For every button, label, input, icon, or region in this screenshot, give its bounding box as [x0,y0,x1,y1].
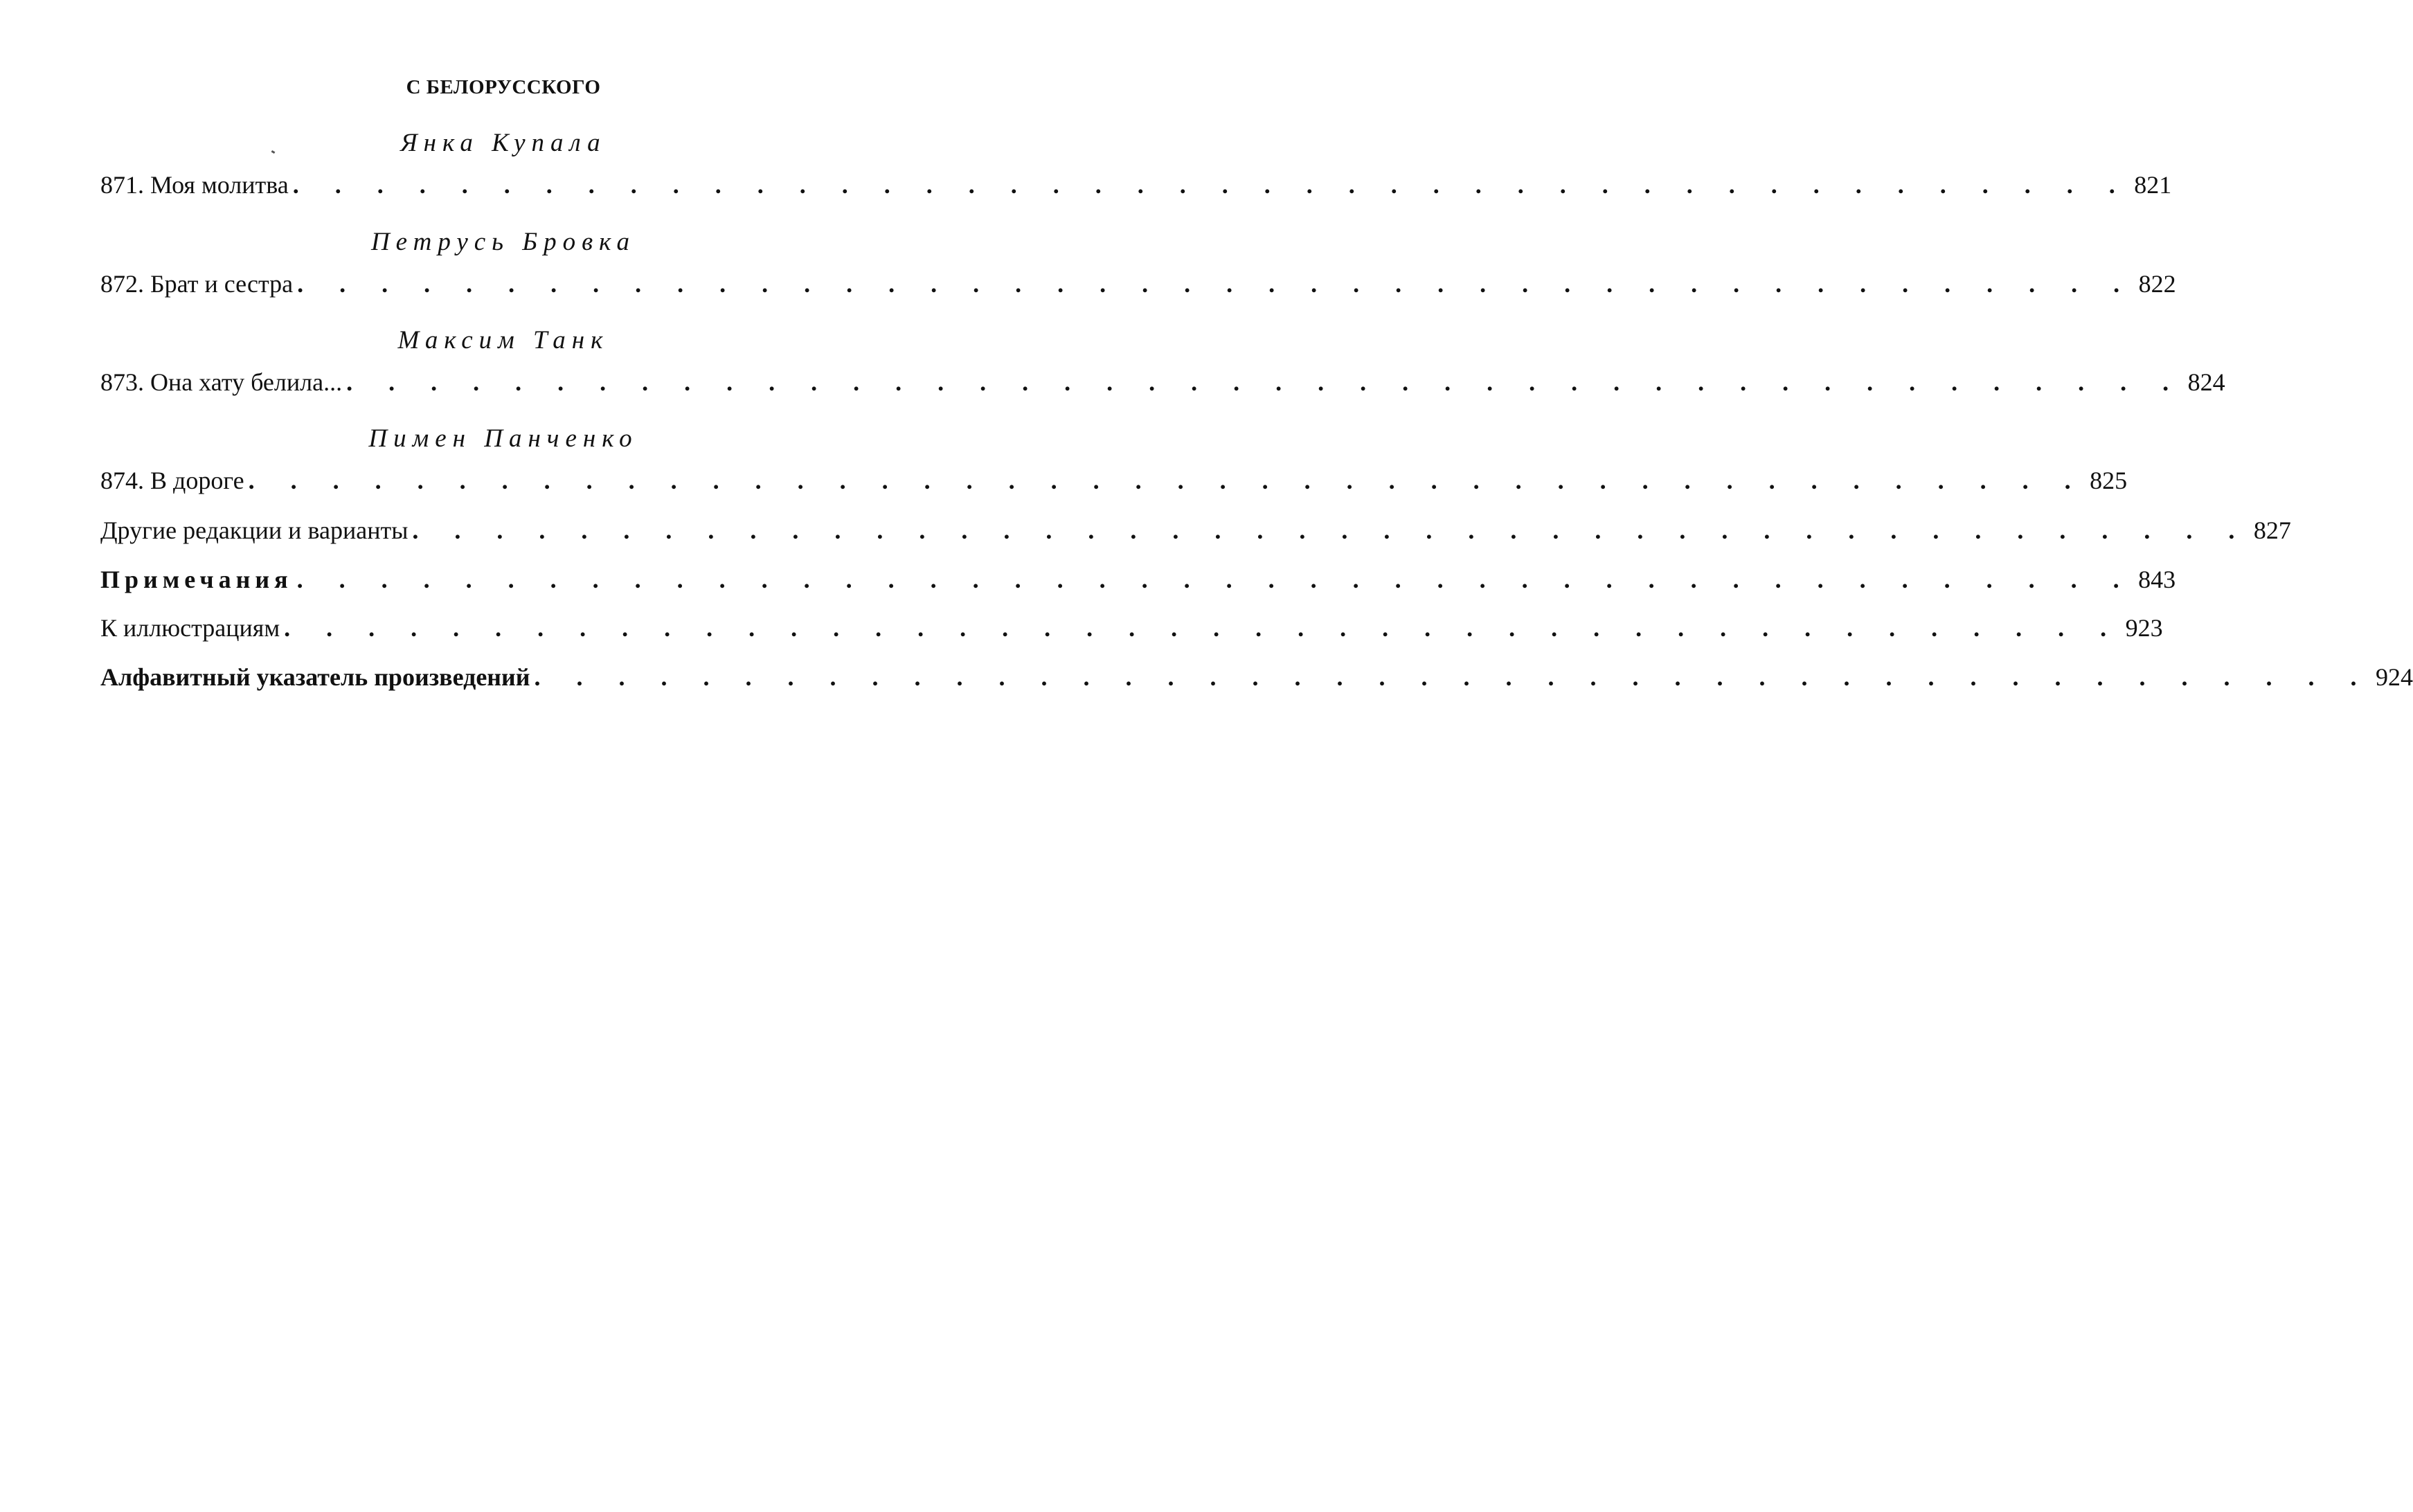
dot-leader: . . . . . . . . . . . . . . . . . . . . . . . . . . . . . . . . . . . . . . . . . . . . [284,614,2122,642]
backmatter-title: Примечания [100,566,293,593]
entry-number: 874. [100,467,144,494]
dot-leader: . . . . . . . . . . . . . . . . . . . . . . . . . . . . . . . . . . . . . . . . . . . . [534,663,2372,691]
author-heading: Пимен Панченко [368,424,638,453]
page-number: 924 [2376,663,2413,691]
toc-entry [100,368,2225,402]
page-number: 824 [2187,368,2225,396]
backmatter-entry [100,613,2163,648]
entry-number: 872. [100,270,144,298]
backmatter-title: Алфавитный указатель произведений [100,663,530,691]
dot-leader: . . . . . . . . . . . . . . . . . . . . . . . . . . . . . . . . . . . . . . . . . . . . [412,516,2250,544]
author-heading: Максим Танк [397,326,609,354]
entry-title [100,368,342,397]
page-number: 825 [2090,467,2128,494]
backmatter-entry [100,516,2291,550]
entry-title [100,170,289,199]
entry-title [100,466,244,495]
page-number: 827 [2253,516,2291,544]
backmatter-title: Другие редакции и варианты [100,516,409,544]
author-heading: Петрусь Бровка [370,228,636,256]
section-title: С БЕЛОРУССКОГО [406,76,601,98]
toc-entry [100,466,2128,501]
dot-leader: . . . . . . . . . . . . . . . . . . . . . . . . . . . . . . . . . . . . . . . . . . . . [296,566,2135,593]
dot-leader: . . . . . . . . . . . . . . . . . . . . . . . . . . . . . . . . . . . . . . . . . . . . [346,368,2184,396]
dot-leader: . . . . . . . . . . . . . . . . . . . . . . . . . . . . . . . . . . . . . . . . . . . . [297,270,2135,298]
entry-title-text: Моя молитва [150,171,289,199]
page-number: 821 [2134,171,2172,199]
entry-number: 871. [100,171,144,199]
entry-title-text: Она хату белила... [150,368,343,396]
toc-entry [100,170,2172,205]
entry-number: 873. [100,368,144,396]
backmatter-entry [100,565,2176,600]
toc-entry [100,269,2176,304]
entry-title-text: Брат и сестра [150,270,294,298]
page-number: 822 [2138,270,2176,298]
author-heading: Янка Купала [400,129,607,157]
backmatter-title: К иллюстрациям [100,614,280,642]
dot-leader: . . . . . . . . . . . . . . . . . . . . . . . . . . . . . . . . . . . . . . . . . . . . [292,171,2131,199]
page-number: 923 [2125,614,2163,642]
entry-title [100,269,293,298]
backmatter-entry [100,663,2413,697]
dot-leader: . . . . . . . . . . . . . . . . . . . . . . . . . . . . . . . . . . . . . . . . . . . . [248,467,2086,494]
entry-title-text: В дороге [150,467,244,494]
page-number: 843 [2138,566,2176,593]
